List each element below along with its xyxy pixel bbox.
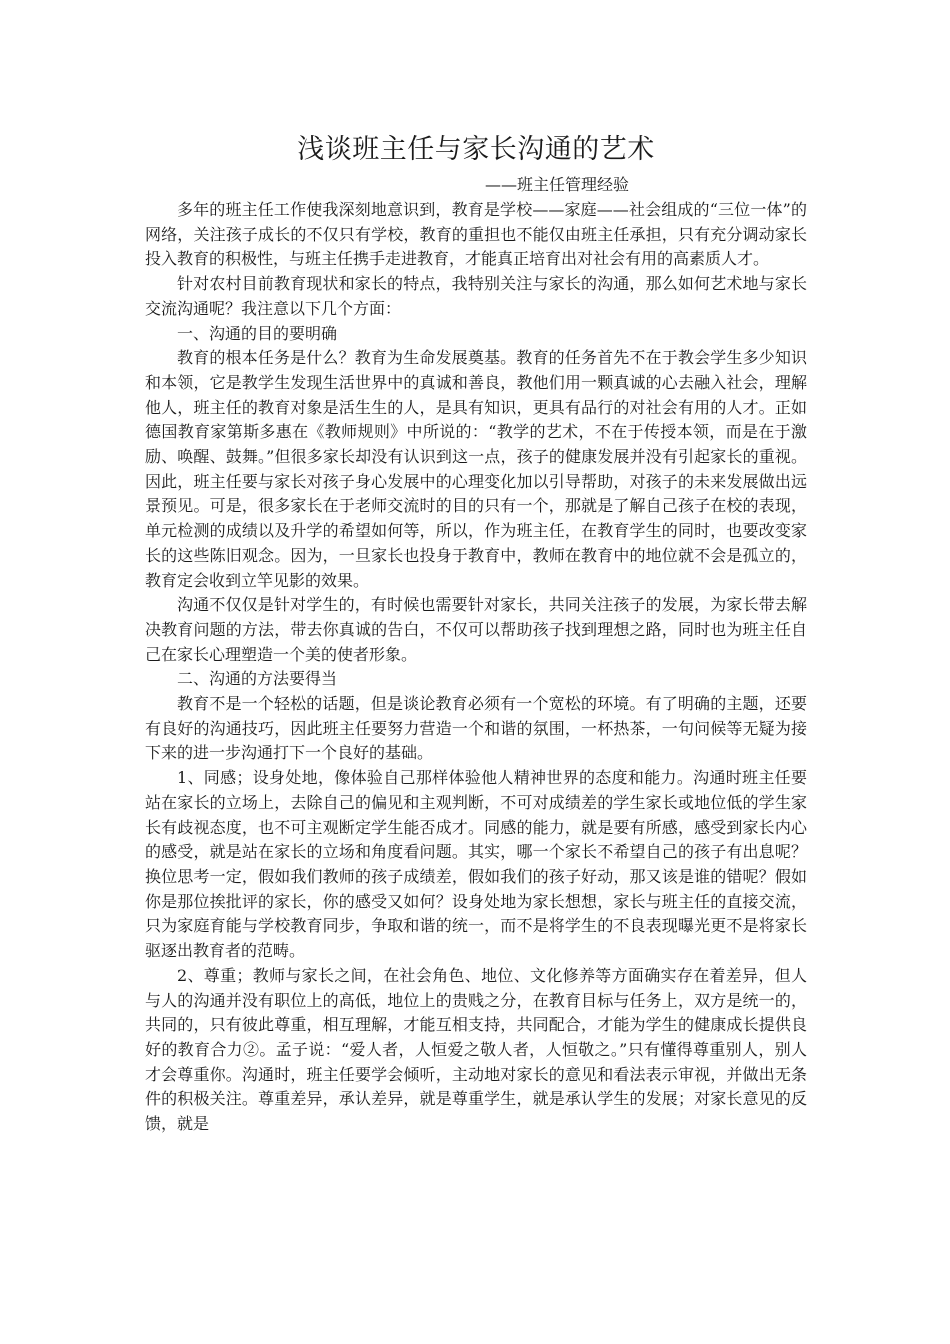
paragraph-approach: 针对农村目前教育现状和家长的特点，我特别关注与家长的沟通，那么如何艺术地与家长交流沟通呢？我注意以下几个方面： [145,274,807,318]
paragraph-method: 教育不是一个轻松的话题，但是谈论教育必须有一个宽松的环境。有了明确的主题，还要有良好的沟通技巧，因此班主任要努力营造一个和谐的氛围，一杯热茶，一句问候等无疑为接下来的进一步沟通打下一个良好的基础。 [145,694,807,763]
paragraph-intro: 多年的班主任工作使我深刻地意识到，教育是学校——家庭——社会组成的“三位一体”的网络，关注孩子成长的不仅只有学校，教育的重担也不能仅由班主任承担，只有充分调动家长投入教育的积极性，与班主任携手走进教育，才能真正培育出对社会有用的高素质人才。 [145,200,807,269]
paragraph-purpose: 教育的根本任务是什么？教育为生命发展奠基。教育的任务首先不在于教会学生多少知识和本领，它是教学生发现生活世界中的真诚和善良，教他们用一颗真诚的心去融入社会，理解他人，班主任的教育对象是活生生的人，是具有知识，更具有品行的对社会有用的人才。正如德国教育家第斯多惠在《教师规则》中所说的：“教学的艺术，不在于传授本领，而是在于激励、唤醒、鼓舞。”但很多家长却没有认识到这一点，孩子的健康发展并没有引起家长的重视。因此，班主任要与家长对孩子身心发展中的心理变化加以引导帮助，对孩子的未来发展做出远景预见。可是，很多家长在于老师交流时的目的只有一个，那就是了解自己孩子在校的表现，单元检测的成绩以及升学的希望如何等，所以，作为班主任，在教育学生的同时，也要改变家长的这些陈旧观念。因为，一旦家长也投身于教育中，教师在教育中的地位就不会是孤立的，教育定会收到立竿见影的效果。 [145,348,807,590]
section-heading-1: 一、沟通的目的要明确 [177,323,338,343]
paragraph-respect: 2、尊重；教师与家长之间，在社会角色、地位、文化修养等方面确实存在着差异，但人与人的沟通并没有职位上的高低，地位上的贵贱之分，在教育目标与任务上，双方是统一的，共同的，只有彼此尊重，相互理解，才能互相支持，共同配合，才能为学生的健康成长提供良好的教育合力②。孟子说：“爱人者，人恒爱之敬人者，人恒敬之。”只有懂得尊重别人，别人才会尊重你。沟通时，班主任要学会倾听，主动地对家长的意见和看法表示审视，并做出无条件的积极关注。尊重差异，承认差异，就是尊重学生，就是承认学生的发展；对家长意见的反馈，就是 [145,965,807,1134]
document-subtitle: ——班主任管理经验 [485,175,630,194]
paragraph-empathy: 1、同感；设身处地，像体验自己那样体验他人精神世界的态度和能力。沟通时班主任要站在家长的立场上，去除自己的偏见和主观判断，不可对成绩差的学生家长或地位低的学生家长有歧视态度，也不可主观断定学生能否成才。同感的能力，就是要有所感，感受到家长内心的感受，就是站在家长的立场和角度看问题。其实，哪一个家长不希望自己的孩子有出息呢？换位思考一定，假如我们教师的孩子成绩差，假如我们的孩子好动，那又该是谁的错呢？假如你是那位挨批评的家长，你的感受又如何？设身处地为家长想想，家长与班主任的直接交流，只为家庭育能与学校教育同步，争取和谐的统一，而不是将学生的不良表现曝光更不是将家长驱逐出教育者的范畴。 [145,768,807,961]
document-page [145,128,807,1137]
paragraph-parents: 沟通不仅仅是针对学生的，有时候也需要针对家长，共同关注孩子的发展，为家长带去解决教育问题的方法，带去你真诚的告白，不仅可以帮助孩子找到理想之路，同时也为班主任自己在家长心理塑造一个美的使者形象。 [145,595,807,664]
section-heading-2: 二、沟通的方法要得当 [177,669,338,689]
document-title: 浅谈班主任与家长沟通的艺术 [297,134,655,165]
